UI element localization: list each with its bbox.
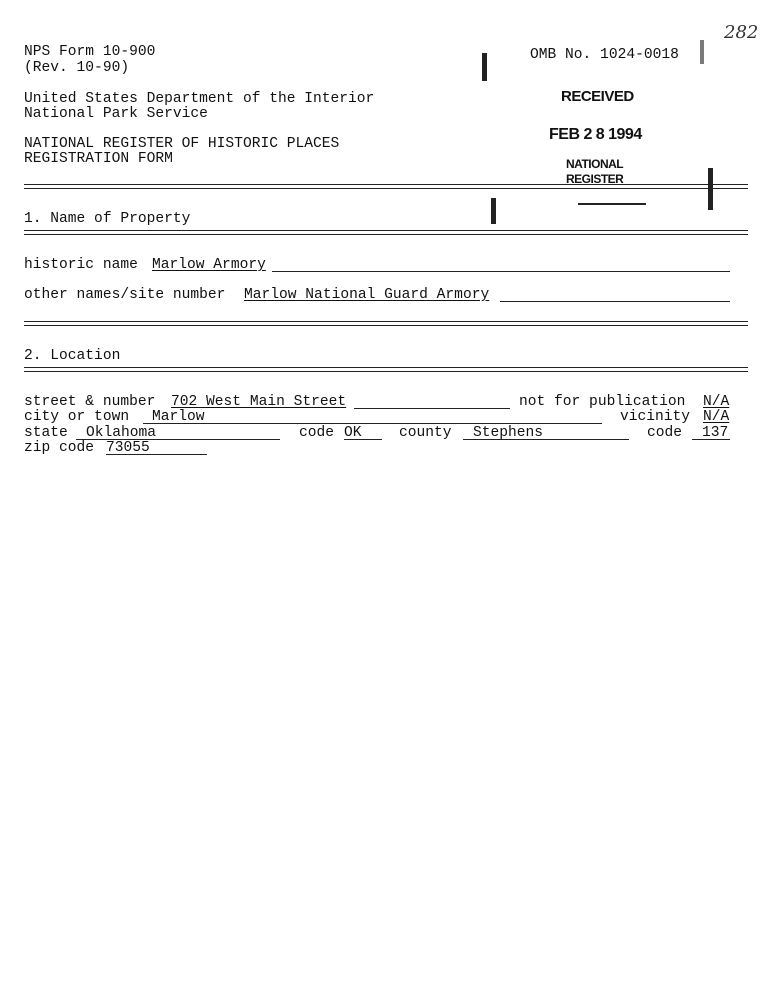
state-label: state: [24, 425, 68, 441]
city-label: city or town: [24, 409, 130, 425]
county-code-field[interactable]: 137: [702, 425, 729, 441]
section-divider: [24, 184, 748, 189]
section1-heading: 1. Name of Property: [24, 211, 191, 227]
scan-mark: [482, 53, 487, 81]
scan-mark: [708, 168, 713, 210]
service-name: National Park Service: [24, 106, 208, 122]
street-blank: [354, 408, 510, 409]
historic-name-field[interactable]: Marlow Armory: [152, 257, 266, 273]
other-names-field[interactable]: Marlow National Guard Armory: [244, 287, 490, 303]
state-field[interactable]: Oklahoma: [86, 425, 157, 441]
scan-mark: [700, 40, 704, 64]
section-divider: [24, 367, 748, 372]
other-names-label: other names/site number: [24, 287, 226, 303]
historic-name-label: historic name: [24, 257, 138, 273]
stamp-received: RECEIVED: [561, 88, 634, 105]
stamp-date: FEB 2 8 1994: [549, 126, 642, 143]
vicinity-field[interactable]: N/A: [703, 409, 730, 425]
stamp-underline: [578, 203, 646, 205]
street-label: street & number: [24, 394, 156, 410]
zip-label: zip code: [24, 440, 95, 456]
section-divider: [24, 321, 748, 326]
stamp-register: REGISTER: [566, 172, 624, 186]
vicinity-label: vicinity: [620, 409, 691, 425]
historic-name-blank: [272, 271, 730, 272]
street-field[interactable]: 702 West Main Street: [171, 394, 347, 410]
state-code-label: code: [299, 425, 335, 441]
omb-number: OMB No. 1024-0018: [530, 47, 679, 63]
state-code-field[interactable]: OK: [344, 425, 362, 441]
section2-heading: 2. Location: [24, 348, 121, 364]
not-for-publication-label: not for publication: [519, 394, 686, 410]
county-label: county: [399, 425, 452, 441]
handwritten-page-number: 282: [724, 22, 759, 43]
stamp-national: NATIONAL: [566, 157, 624, 171]
scan-mark: [491, 198, 496, 224]
department-name: United States Department of the Interior: [24, 91, 375, 107]
city-field[interactable]: Marlow: [152, 409, 205, 425]
register-name: NATIONAL REGISTER OF HISTORIC PLACES: [24, 136, 340, 152]
other-names-blank: [500, 301, 730, 302]
county-field[interactable]: Stephens: [473, 425, 544, 441]
form-number: NPS Form 10-900: [24, 44, 156, 60]
section-divider: [24, 230, 748, 235]
form-title: REGISTRATION FORM: [24, 151, 173, 167]
city-blank: [143, 423, 602, 424]
zip-field[interactable]: 73055: [106, 440, 150, 456]
county-code-label: code: [647, 425, 683, 441]
form-revision: (Rev. 10-90): [24, 60, 130, 76]
not-for-publication-field[interactable]: N/A: [703, 394, 730, 410]
